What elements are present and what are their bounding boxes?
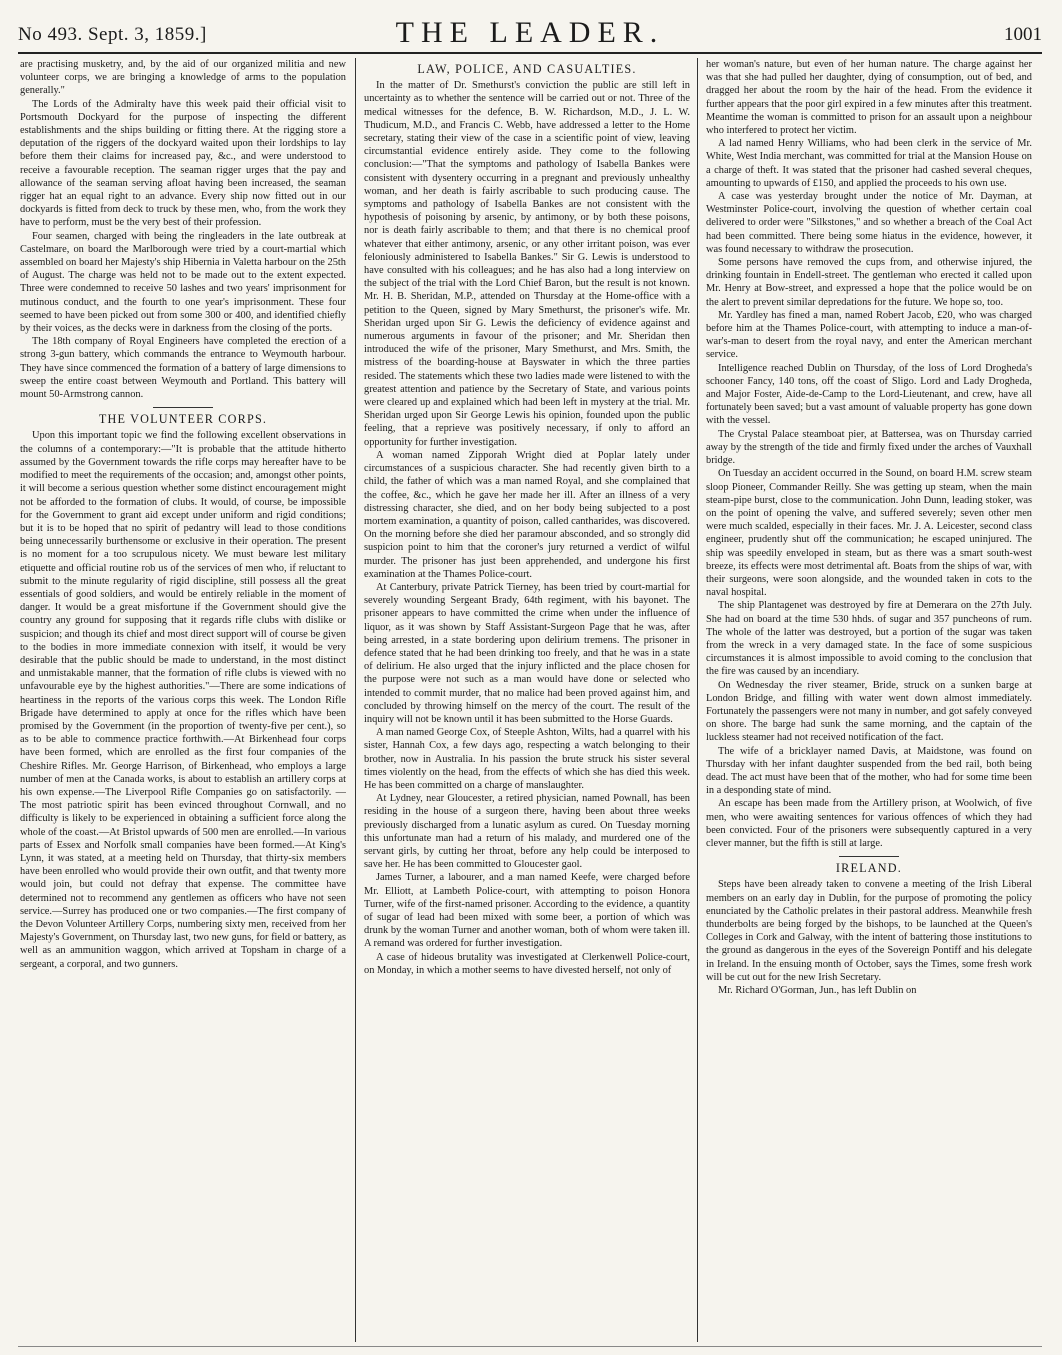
paragraph: Four seamen, charged with being the ringleaders in the late outbreak at Castelmare, on board the Marlborough were tried by a court-martial which assembled on board her Majesty's ship Hibernia in Valetta harbour on the 25th of August. The charge was held not to be made out to the extent expected. Three were condemned to receive 50 lashes and two years' imprisonment for mutinous conduct, and the fourth to one year's imprisonment. These four seemed to have been picked out from some 300 or 400, and identified chiefly by their voices, as the decks were in darkness from the closing of the ports. <box>20 230 346 335</box>
paragraph: James Turner, a labourer, and a man named Keefe, were charged before Mr. Elliott, at Lambeth Police-court, with attempting to poison Honora Turner, wife of the first-named prisoner. According to the evidence, a quantity of sugar of lead had been mixed with some beer, a portion of which was drunk by the woman Turner and another woman, both of whom were taken ill. A remand was ordered for further investigation. <box>364 872 690 950</box>
paragraph: The Lords of the Admiralty have this week paid their official visit to Portsmouth Dockyard for the purpose of inspecting the different establishments and the ships building or fitting there. At the rigging store a deputation of the riggers of the dockyard waited upon their lordships to lay before them their claims for increased pay, &c., and were understood to receive a favourable reception. The seaman rigger urges that the pay and allowance of the seaman serving afloat having been increased, the seaman rigger hat an equal right to an advance. Every ship now fitted out in our dockyards is fitted from deck to truck by these men, who, from the work they have to perform, must be the very best of their profession. <box>20 98 346 229</box>
section-heading-ireland: IRELAND. <box>835 861 903 876</box>
paragraph: A case of hideous brutality was investigated at Clerkenwell Police-court, on Monday, in which a mother seems to have divested herself, not only of <box>364 951 690 976</box>
paragraph: On Tuesday an accident occurred in the Sound, on board H.M. screw steam sloop Pioneer, Commander Reilly. She was getting up steam, when the main steam-pipe burst, close to the communication. John Dunn, leading stoker, was on the point of opening the valve, and suffered severely; seven other men were much scalded, especially in their faces. Mr. J. A. Leicester, second class engineer, prudently shut off the communication; he escaped uninjured. The ship was speedily enveloped in steam, but as there was a smart south-west breeze, its effects were most detrimental aft. Boats from the ships of war, with their surgeons, were soon alongside, and the wounded taken in cots to the naval hospital. <box>706 468 1032 599</box>
paragraph: A woman named Zipporah Wright died at Poplar lately under circumstances of a suspicious character. She had recently given birth to a child, the father of which was a man named Royal, and she complained that the coffee, &c., which he gave her made her ill. After an illness of a very distressing character, she died, and on her body being subjected to a post mortem examination, a quantity of poison, called cantharides, was discovered. On the morning before she died her paramour absconded, and so strongly did suspicion point to him that the coroner's jury returned a verdict of wilful murder. The prisoner has just been apprehended, and undergone his first examination at the Thames Police-court. <box>364 449 690 580</box>
paragraph: Some persons have removed the cups from, and otherwise injured, the drinking fountain in Endell-street. The gentleman who erected it called upon Mr. Henry at Bow-street, and expressed a hope that the police would be on the alert to prevent similar depredations for the future. We hope so, too. <box>706 257 1032 308</box>
section-heading-volunteer-corps: THE VOLUNTEER CORPS. <box>98 412 268 427</box>
paragraph: On Wednesday the river steamer, Bride, struck on a sunken barge at London Bridge, and filling with water went down almost immediately. Fortunately the passengers were not many in number, and got safely conveyed on shore. The barge had sunk the same morning, and the captain of the luckless steamer had not received notification of the fact. <box>706 679 1032 744</box>
paragraph: A case was yesterday brought under the notice of Mr. Dayman, at Westminster Police-court, involving the question of whether certain coal delivered to order were "Silkstones," and so whether a breach of the Coal Act had been committed. There being some hiatus in the evidence, however, it was found necessary to withdraw the prosecution. <box>706 191 1032 255</box>
paragraph: are practising musketry, and, by the aid of our organized militia and new volunteer corps, we are bringing a knowledge of arms to the population generally." <box>20 59 346 97</box>
paragraph: The 18th company of Royal Engineers have completed the erection of a strong 3-gun battery, which commands the entrance to Weymouth harbour. They have since commenced the formation of a battery of large dimensions to sweep the entire coast between Weymouth and Portland. This battery will mount 50-Armstrong cannon. <box>20 336 346 401</box>
paragraph: An escape has been made from the Artillery prison, at Woolwich, of five men, who were awaiting sentences for various offences of which they had been convicted. Four of the prisoners were subsequently captured in a very clever manner, but the fifth is still at large. <box>706 798 1032 849</box>
masthead <box>18 14 1042 50</box>
newspaper-title: THE LEADER. <box>395 16 665 49</box>
paragraph: At Canterbury, private Patrick Tierney, has been tried by court-martial for severely wounding Sergeant Brady, 64th regiment, with his bayonet. The prisoner appears to have committed the crime when under the influence of liquor, as it was shown by Staff Assistant-Surgeon Page that he was, after being arrested, in a state bordering upon delirium tremens. The prisoner in defence stated that he had been drinking too freely, and that he was in a state of delirium. He also urged that the injury inflicted and the place chosen for the purpose were not such as a man would have done or selected who intended to commit murder, that no malice had been proved against him, and concluded by throwing himself on the mercy of the court. The result of the inquiry will not be known until it has been submitted to the Horse Guards. <box>364 581 690 725</box>
section-heading-law-police: LAW, POLICE, AND CASUALTIES. <box>417 62 637 76</box>
paragraph: In the matter of Dr. Smethurst's conviction the public are still left in uncertainty as to whether the sentence will be carried out or not. Three of the medical witnesses for the defence, B. W. Richardson, M.D., J. L. W. Thudicum, M.D., and Francis C. Webb, have addressed a letter to the Home secretary, stating their view of the case in a scientific point of view, leaving circumstantial evidence entirely aside. They come to the following conclusion:—"That the symptoms and pathology of Isabella Bankes were consistent with dysentery occurring in a pregnant and previously unhealthy woman, and her death is fairly ascribable to such producing cause. The symptoms and pathology of Isabella Bankes are not consistent with the hypothesis of poisoning by arsenic, by antimony, or by both these poisons, nor is death fairly ascribable to them; and that there is no chemical proof whatever that either antimony, arsenic, or any other irritant poison, was ever feloniously administered to Isabella Bankes." Sir G. Lewis is understood to have consulted with his colleagues; and he has also had a long interview on the subject of the trial with the Lord Chief Baron, but the result is not known. Mr. H. B. Sheridan, M.P., attended on Thursday at the Home-office with a petition to the Queen, signed by Mary Smethurst, the prisoner's wife. Mr. Sheridan urged upon Sir G. Lewis the deficiency of evidence against and numerous arguments in favour of the prisoner; and Mr. Sheridan then introduced the wife of the prisoner, Mary Smethurst, and Mrs. Smith, the mistress of the boarding-house at Bayswater in which the three parties resided. The statements which these two ladies made were listened to with the greatest attention and patience by the Secretary of State, and various points were cleared up and explained which had been left in mystery at the trial. Mr. Sheridan urged upon Sir George Lewis his opinion, founded upon the public feeling, that a reprieve was positively necessary, if only to afford an opportunity for further investigation. <box>364 80 690 448</box>
column-3 <box>706 58 1032 1348</box>
paragraph: her woman's nature, but even of her human nature. The charge against her was that she had pulled her daughter, dying of consumption, out of bed, and dragged her about the room by the hair of the head. From the evidence it further appears that the poor girl expired in a few minutes after this treatment. Meantime the woman is committed to prison for an assault upon a neighbour who interfered to protect her victim. <box>706 59 1032 137</box>
paragraph: A lad named Henry Williams, who had been clerk in the service of Mr. White, West India merchant, was committed for trial at the Mansion House on a charge of theft. It was stated that the prisoner had cashed several cheques, amounting to upwards of £150, and applied the proceeds to his own use. <box>706 138 1032 189</box>
paragraph: A man named George Cox, of Steeple Ashton, Wilts, had a quarrel with his sister, Hannah Cox, a few days ago, respecting a watch belonging to their brother, now in Australia. In his passion the brute struck his sister several times violently on the head, from the effects of which she has died this week. He has been committed on a charge of manslaughter. <box>364 727 690 791</box>
bottom-rule <box>18 1346 1042 1347</box>
paragraph: Intelligence reached Dublin on Thursday, of the loss of Lord Drogheda's schooner Fancy, 140 tons, off the coast of Sligo. Lord and Lady Drogheda, and Major Foster, Aide-de-Camp to the Lord-Lieutenant, and crew, have all fortunately been saved; but a vast amount of valuable property has gone down with the vessel. <box>706 362 1032 427</box>
section-rule <box>153 407 213 408</box>
paragraph: The Crystal Palace steamboat pier, at Battersea, was on Thursday carried away by the strength of the tide and firmly fixed under the arches of Vauxhall bridge. <box>706 428 1032 467</box>
page-number: 1001 <box>1004 24 1042 45</box>
paragraph: At Lydney, near Gloucester, a retired physician, named Pownall, has been residing in the house of a surgeon there, having been about three weeks previously discharged from a lunatic asylum as cured. On Tuesday morning this unfortunate man had a return of his malady, and murdered one of the servant girls, by cutting her throat, before any help could be interposed to save her. He has been committed to Gloucester gaol. <box>364 793 690 871</box>
paragraph: Upon this important topic we find the following excellent observations in the columns of a contemporary:—"It is probable that the attitude hitherto assumed by the Government towards the rifle corps may hereafter have to be modified to meet the requirements of the occasion; and, amongst other points, it will become a serious question whether some distinct encouragement might not be afforded to the formation of clubs. It would, of course, be impossible for the Government to grant aid except under uniform and rigid conditions; but it is to be hoped that no spirit of pedantry will lead to those conditions being unnecessarily burthensome or exclusive in their operation. The present is no moment for a too scrupulous nicety. We must beware lest military etiquette and official routine rob us of the services of men who, if reluctant to submit to the minute regularity of rigid discipline, still possess all the great essentials of good soldiers, and would be entirely reliable in the moment of danger. It would be a great misfortune if the Government should give the country any ground for supposing that it regards rifle clubs with dislike or suspicion; and though its chief and most direct support will of course be given to the bodies in more immediate connexion with itself, it would be very desirable that the public should be made to understand, in the most distinct and unmistakable manner, that the formation of rifle clubs is viewed with no unfavourable eye by the highest authorities."—There are some indications of heartiness in the reports of the various corps this week. The London Rifle Brigade have determined to apply at once for the rifles which have been promised by the Government (in the proportion of twenty-five per cent.), so as to be able to commence practice forthwith.—At Birkenhead four corps have been formed, which are enrolled as the first four companies of the Cheshire Rifles. Mr. George Harrison, of Birkenhead, who employs a large number of men at the Canada works, is about to establish an artillery corps at his own expense.—The Liverpool Rifle Companies go on satisfactorily. —The most patriotic spirit has been evinced throughout Cornwall, and no difficulty is likely to be experienced in obtaining a sufficient force along the whole of the coast.—At Bristol upwards of 500 men are enrolled.—In various parts of Essex and Norfolk small companies have been formed.—At King's Lynn, it was stated, at a meeting held on Thursday, that thirty-six members have been enrolled who would provide their own outfit, and that twenty more would join, but could not defray that expense. The committee have determined not to recommend any gentlemen as officers who have not seen service.—Surrey has produced one or two companies.—The first company of the Devon Volunteer Artillery Corps, numbering sixty men, received from her Majesty's Government, on Thursday last, two new guns, for field or battery, as well as an ammunition waggon, which arrived at Topsham in charge of a sergeant, a corporal, and two gunners. <box>20 430 346 970</box>
paragraph: The ship Plantagenet was destroyed by fire at Demerara on the 27th July. She had on board at the time 530 hhds. of sugar and 357 puncheons of rum. The whole of the latter was destroyed, but a portion of the sugar was taken from the wreck in a very damaged state. In the face of some suspicious circumstances it is almost impossible to avoid coming to the conclusion that the fire was caused by an incendiary. <box>706 600 1032 678</box>
paragraph: Mr. Richard O'Gorman, Jun., has left Dublin on <box>718 985 917 997</box>
column-divider <box>355 58 356 1342</box>
column-divider <box>697 58 698 1342</box>
paragraph: Mr. Yardley has fined a man, named Robert Jacob, £20, who was charged before him at the Thames Police-court, with attempting to induce a man-of-war's-man to desert from the royal navy, and enter the American merchant service. <box>706 309 1032 361</box>
paragraph: Steps have been already taken to convene a meeting of the Irish Liberal members on an early day in Dublin, for the purpose of promoting the policy enunciated by the Catholic prelates in their pastoral address. Meanwhile fresh thunderbolts are being forged by the bishops, to be launched at the Queen's Colleges in Cork and Galway, with the intent of battering those institutions to the ground as dangerous in the eyes of the Sovereign Pontiff and his delegate in Ireland. In the ensuing month of October, says the Times, some fresh work will be cut out for the new Irish Secretary. <box>706 879 1032 983</box>
paragraph: The wife of a bricklayer named Davis, at Maidstone, was found on Thursday with her infant daughter suspended from the bed rail, both being dead. The act must have been that of the mother, who had for some time been in a desponding state of mind. <box>706 745 1032 797</box>
masthead-rule <box>18 52 1042 54</box>
column-1 <box>20 58 346 1348</box>
column-2 <box>364 58 690 1348</box>
section-rule <box>839 856 899 857</box>
issue-date: No 493. Sept. 3, 1859.] <box>18 24 207 45</box>
